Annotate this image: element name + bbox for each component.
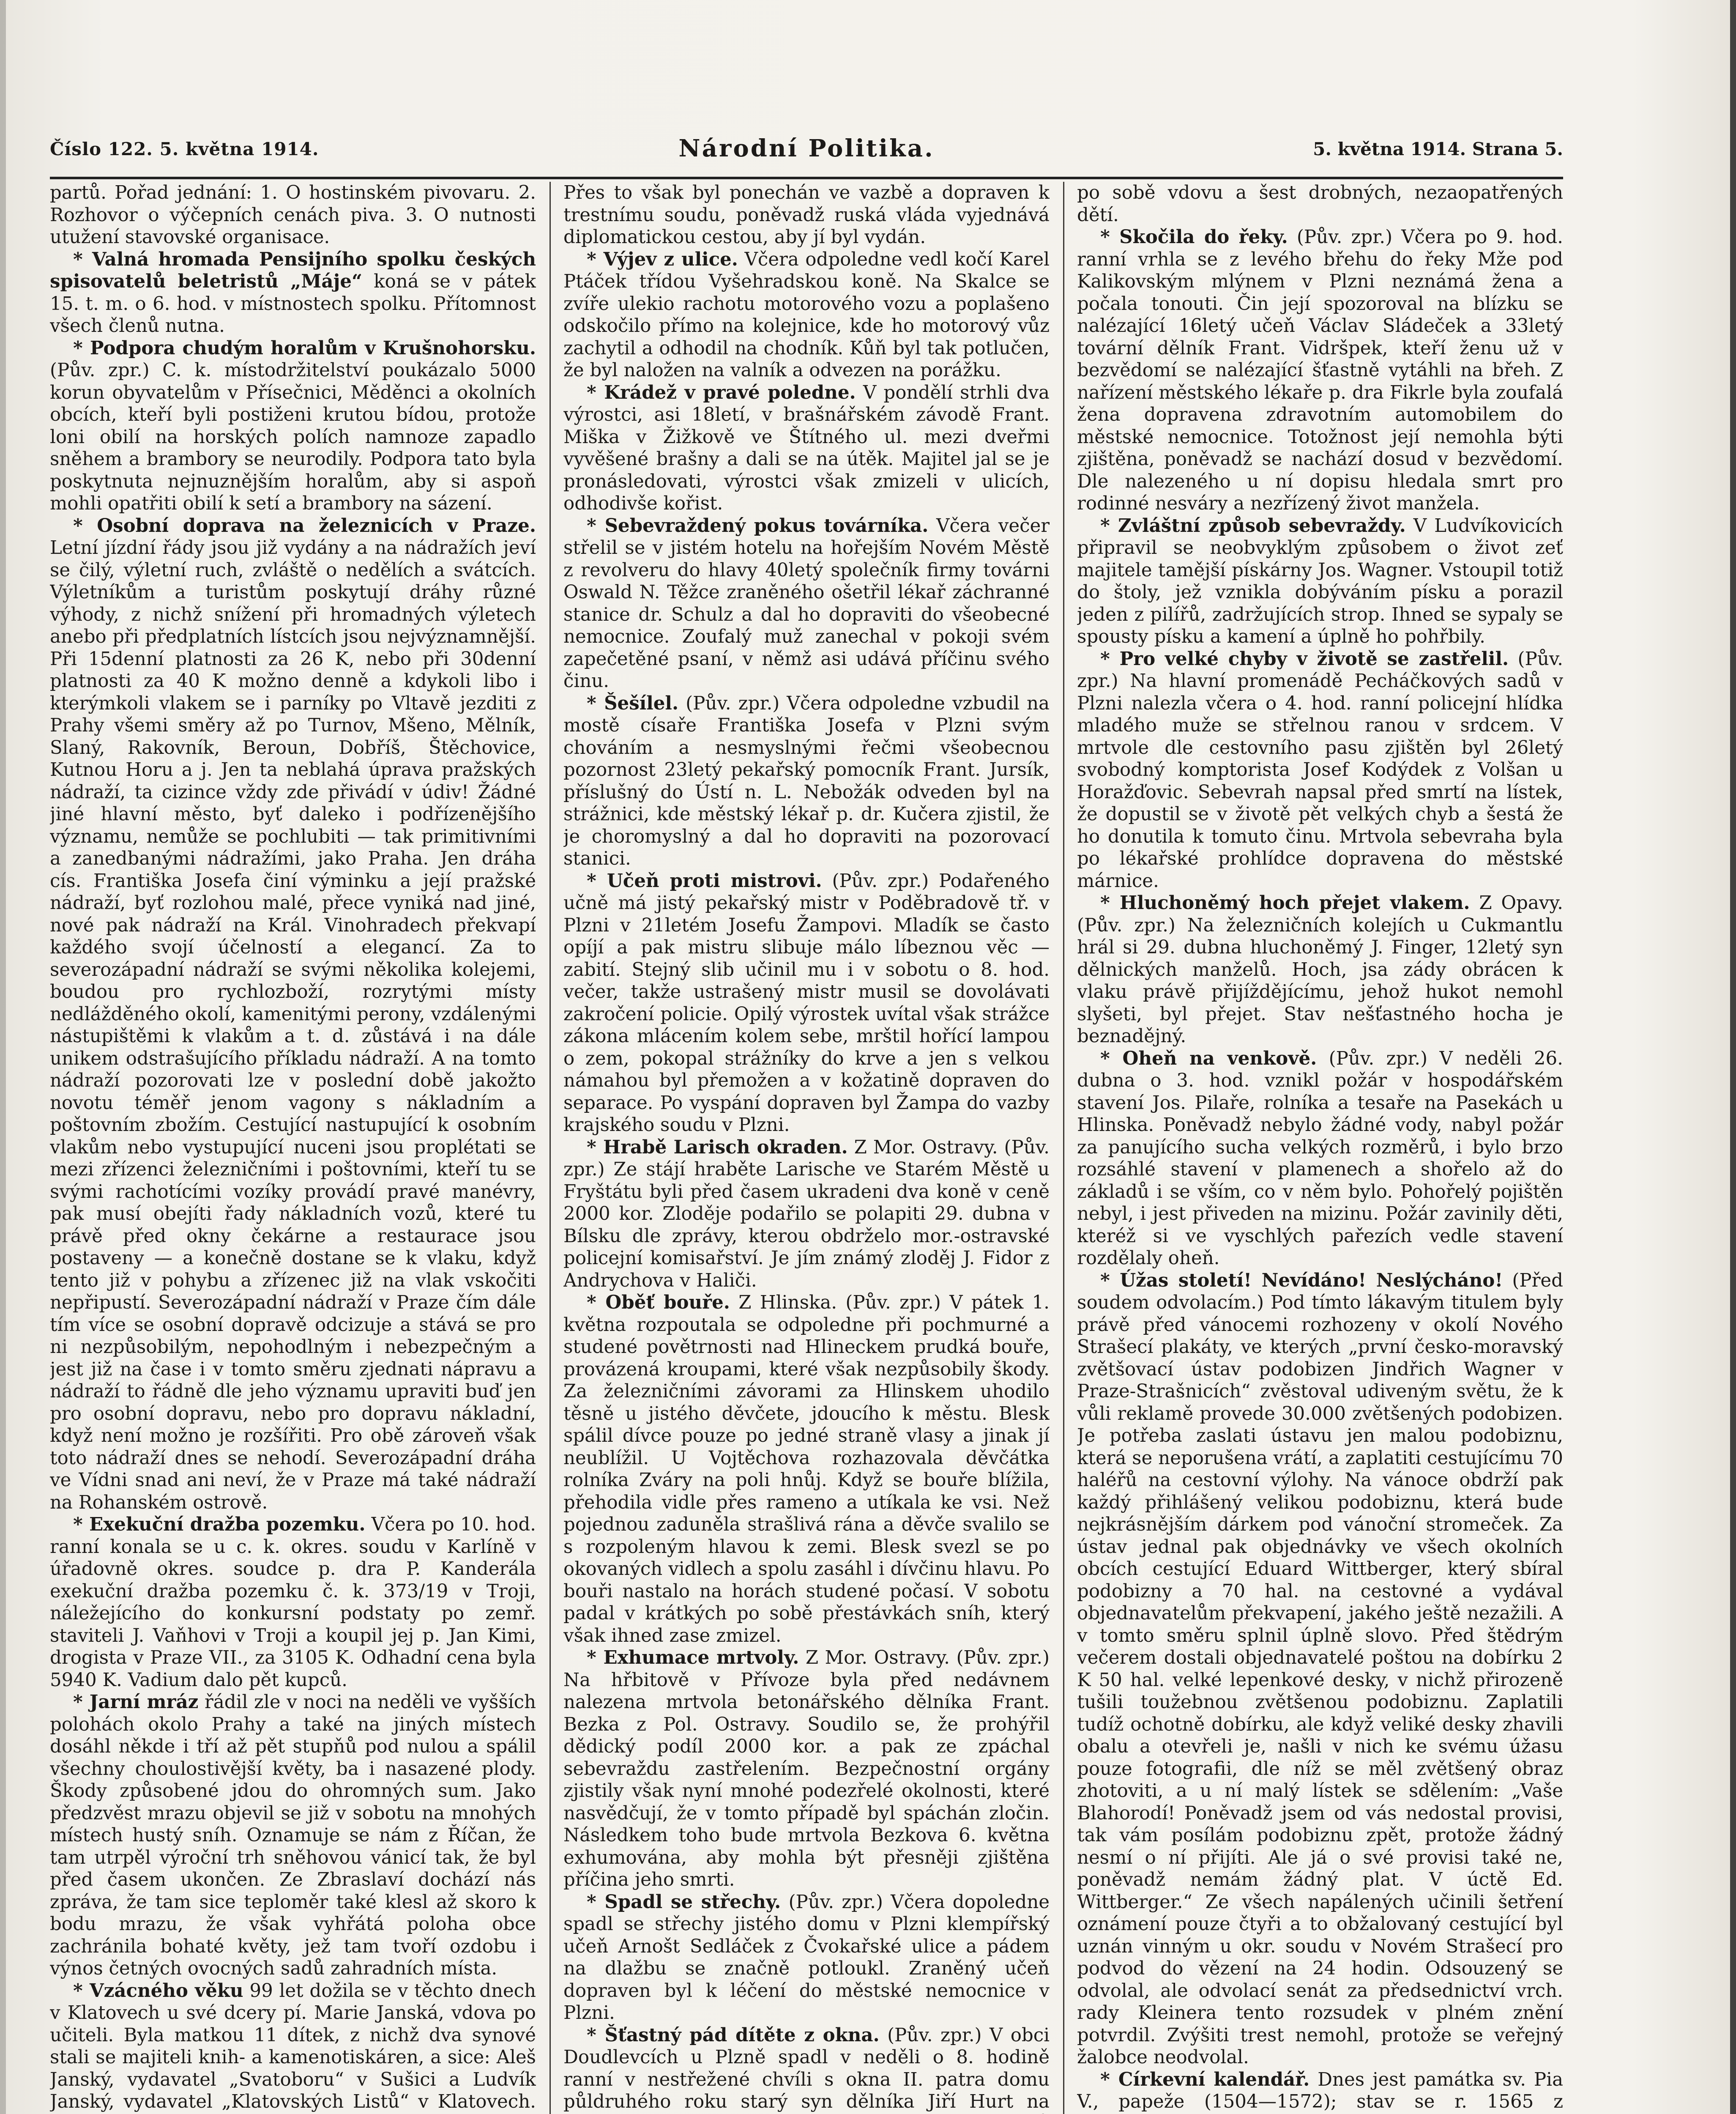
news-item [50,249,536,337]
news-item-text: (Pův. zpr.) V obci Doudlevcích u Plzně spadl v neděli o 8. hodině ranní v nestřežené chvíli s okna II. patra domu půldruhého roku starý syn dělníka Jiří Hurt na [563,2024,1050,2112]
news-item-text: řádil zle v noci na neděli ve vyšších polohách okolo Prahy a také na jiných místech dosáhl někde i tří až pět stupňů pod nulou a spálil všechny choulostivější květy, ba i nasazené plody. Škody způsobené jdou do ohromných sum. Jako předzvěst mrazu objevil se již v sobotu na mnohých místech hustý sníh. Oznamuje se nám z Říčan, že tam utrpěl výroční trh sněhovou vánicí tak, že byl před časem ukončen. Ze Zbraslaví dochází nás zpráva, že tam sice teploměr také klesl až skoro k bodu mrazu, že však vyhřátá poloha obce zachránila bohaté květy, jež tam tvoří ozdobu i výnos četných ovocných sadů zahradních místa. [50,1692,536,1979]
news-item [50,337,536,515]
news-item-text: V Ludvíkovicích připravil se neobvyklým způsobem o život zeť majitele tamější pískárny Jos. Wagner. Vstoupil totiž do štoly, jež vznikla dobýváním písku a porazil jeden z pilířů, zadržujících strop. Ihned se sypaly se spousty písku a kamení a úplně ho pohřbily. [1077,515,1563,647]
news-item-text: (Pův. zpr.) Včera odpoledne vzbudil na mostě císaře Františka Josefa v Plzni svým chováním a nesmyslnými řečmi všeobecnou pozornost 23letý pekařský pomocník Frant. Jursík, příslušný do Ústí n. L. Nebožák odveden byl na strážnici, kde městský lékař p. dr. Kučera zjistil, že je choromyslný a dal ho dopraviti na pozorovací stanici. [563,693,1050,869]
news-item [563,249,1050,382]
news-item-heading: * Oběť bouře. [587,1292,730,1313]
column-rule [1063,182,1064,2114]
news-item-heading: * Jarní mráz [73,1691,199,1713]
news-item [563,2024,1050,2114]
news-item-text: V pondělí strhli dva výrostci, asi 18letí, v brašnářském závodě Frant. Miška v Žižkově ve Štítného ul. mezi dveřmi vyvěšené brašny a dali se na útěk. Majitel jal se je pronásledovati, výrostci však zmizeli v ulicích, odhodivše kořist. [563,382,1050,514]
news-item-text: Letní jízdní řády jsou již vydány a na nádražích jeví se čilý, výletní ruch, zvláště o nedělích a svátcích. Výletníkům a turistům poskytují dráhy různé výhody, z nichž snížení při hromadných výletech anebo při předplatních lístcích jsou nejvýznamnější. Při 15denní platnosti za 26 K, nebo při 30denní platnosti za 40 K možno denně a kdykoli libo i kterýmkoli vlakem se i parníky po Vltavě jezditi z Prahy všemi směry až po Turnov, Mšeno, Mělník, Slaný, Rakovník, Beroun, Dobříš, Štěchovice, Kutnou Horu a j. Jen ta neblahá úprava pražských nádraží, ta cizince vždy zde přivádí v údiv! Žádné jiné hlavní město, byť daleko i podřízenějšího významu, nemůže se pochlubiti — tak primitivními a zanedbanými nádražími, jako Praha. Jen dráha cís. Františka Josefa činí výminku a její pražské nádraží, byť rozlohou malé, přece vyniká nad jiné, nové pak nádraží na Král. Vinohradech překvapí každého svojí účelností a elegancí. Za to severozápadní nádraží se svými několika kolejemi, boudou pro rychlozboží, rozrytými místy nedlážděného okolí, kamenitými perony, vzdálenými nástupištěmi k vlakům a t. d. zůstává i na dále unikem odstrašujícího příkladu nádraží. A na tomto nádraží pozorovati lze v poslední době jakožto novotu téměř jenom vagony s nákladním a poštovním zbožím. Cestující nastupující k osobním vlakům nebo vystupující nuceni jsou proplétati se mezi zřízenci železničními i poštovními, kteří tu se svými rachotícími vozíky provádí pravé manévry, pak musí obejíti řady nákladních vozů, které tu právě před okny čekárne a restaurace jsou postaveny — a konečně dostane se k vlaku, když tento již v pohybu a zřízenec již na vlak vskočiti nepřipustí. Severozápadní nádraží v Praze čím dále tím více se osobní dopravě odcizuje a stává se pro ni nezpůsobilým, nepohodlným i nebezpečným a jest již na čase i v tomto směru zjednati nápravu a nádraží to řádně dle jeho významu upraviti buď jen pro osobní dopravu, nebo pro dopravu nákladní, když není možno je rozšířiti. Pro obě zároveň však toto nádraží dnes se nehodí. Severozápadní dráha ve Vídni snad ani neví, že v Praze má také nádraží na Rohanském ostrově. [50,537,536,1513]
news-item-text: Z Opavy. (Pův. zpr.) Na železničních kolejích u Cukmantlu hrál si 29. dubna hluchoněmý J. Finger, 12letý syn dělnických manželů. Hoch, jsa zády obrácen k vlaku právě přijíždějícímu, jehož hukot nemohl slyšeti, byl přejet. Stav nešťastného hocha je beznadějný. [1077,893,1563,1047]
news-item-text: Dnes jest památka sv. Pia V., papeže (1504—1572); stav se r. 1565 z [1077,2069,1563,2112]
news-item [563,382,1050,515]
news-item-heading: * Pro velké chyby v životě se zastřelil. [1100,648,1509,670]
news-item [1077,515,1563,648]
news-item-heading: * Exekuční dražba pozemku. [73,1514,366,1535]
issue-number-date: Číslo 122. 5. května 1914. [50,139,319,159]
news-item-heading: * Podpora chudým horalům v Krušnohorsku. [73,337,536,359]
news-item [1077,892,1563,1048]
news-item [50,515,536,1514]
news-item [1077,1270,1563,2069]
news-item-text: koná se v pátek 15. t. m. o 6. hod. v místnostech spolku. Přítomnost všech členů nutna. [50,271,536,337]
news-item-heading: * Zvláštní způsob sebevraždy. [1100,515,1406,537]
news-item-heading: * Šťastný pád dítěte z okna. [587,2024,880,2046]
left-page-edge [0,0,6,2114]
column-rule [550,182,551,2114]
article-columns [50,182,1563,2114]
news-item [50,182,536,249]
page-date-number: 5. května 1914. Strana 5. [1313,139,1563,159]
news-item-heading: * Výjev z ulice. [587,248,738,270]
news-item [563,870,1050,1136]
news-item-text: (Pův. zpr.) Včera po 9. hod. ranní vrhla se z levého břehu do řeky Mže pod Kalikovským mlýnem v Plzni neznámá žena a počala tonouti. Čin její spozoroval na blízku se nalézající 16letý učeň Václav Sládeček a 33letý tovární dělník Frant. Vidršpek, kteří ženu už v bezvědomí se nalézající šťastně vytáhli na břeh. Z nařízení městského lékaře p. dra Fikrle byla zoufalá žena dopravena zdravotním automobilem do městské nemocnice. Totožnost její nemohla býti zjištěna, poněvadž se nachází dosud v bezvědomí. Dle nalezeného u ní dopisu hledala smrt pro rodinné nesváry a nezřízený život manžela. [1077,227,1563,514]
news-item-heading: * Skočila do řeky. [1100,226,1288,248]
page-header [50,134,1563,179]
news-item-text: Přes to však byl ponechán ve vazbě a dopraven k trestnímu soudu, poněvadž ruská vláda vyjednává diplomatickou cestou, aby jí byl vydán. [563,182,1050,248]
news-item [50,1980,536,2114]
news-item [563,1647,1050,1891]
news-item [563,182,1050,249]
right-page-edge [1730,0,1736,2114]
news-item-heading: * Šešílel. [587,692,679,714]
news-item-heading: * Exhumace mrtvoly. [587,1647,799,1668]
news-item-heading: * Úžas století! Nevídáno! Neslýcháno! [1100,1269,1503,1291]
news-item [563,693,1050,870]
news-item-text: (Před soudem odvolacím.) Pod tímto lákavým titulem byly právě před vánocemi rozhozeny v okolí Nového Strašecí plakáty, ve kterých „první česko-moravský zvětšovací ústav podobizen Jindřich Wagner v Praze-Strašnicích“ zvěstoval udiveným světu, že k vůli reklamě provede 30.000 zvětšených podobizen. Je potřeba zaslati ústavu jen malou podobiznu, která se neporušena vrátí, a zaplatiti cestujícímu 70 haléřů na cestovní výlohy. Na vánoce obdrží pak každý přihlášený velikou podobiznu, která bude nejkrásnějším dárkem pod vánoční stromeček. Za ústav jednal pak objednávky ve všech okolních obcích cestující Eduard Wittberger, který sbíral podobizny a 70 hal. na cestovné a vydával objednavatelům překvapení, jakého ještě nezažili. A v tomto směru splnil úplně slovo. Před štědrým večerem dostali objednavatelé poštou na dobírku 2 K 50 hal. velké lepenkové desky, v nichž přirozeně tušili toužebnou zvětšenou podobiznu. Zaplatili tudíž ochotně dobírku, ale když veliké desky zhavili obalu a otevřeli je, našli v nich ke svému úžasu pouze fotografii, dle níž se měl zvětšený obraz zhotoviti, a u ní malý lístek se sdělením: „Vaše Blahorodí! Poněvadž jsem od vás nedostal provisi, tak vám posílám podobiznu zpět, protože žádný nesmí o ní přijíti. Ale já o své provisi také ne, poněvadž nemám žádný plat. V úctě Ed. Wittberger.“ Ze všech napálených učinili šetření oznámení pouze čtyři a to obžalovaný cestující byl uznán vinným u okr. soudu v Novém Strašecí pro podvod do vězení na 24 hodin. Odsouzený se odvolal, ale odvolací senát za předsednictví vrch. rady Kleinera tento rozsudek v plném znění potvrdil. Zvýšiti trest nemohl, protože se veřejný žalobce neodvolal. [1077,1270,1563,2068]
news-item-heading: * Vzácného věku [73,1980,243,2002]
news-item-text: (Pův. zpr.) Podařeného učně má jistý pekařský mistr v Poděbradově tř. v Plzni v 21letém Josefu Žampovi. Mladík se často opíjí a pak mistru slibuje málo líbeznou věc — zabití. Stejný slib učinil mu i v sobotu o 8. hod. večer, takže ustrašený mistr musil se dovolávati zakročení policie. Opilý výrostek uvítal však strážce zákona mlácením kolem sebe, mrštil hořící lampou o zem, pokopal strážníky do krve a jen s velkou námahou byl přemožen a v kožatině dopraven do separace. Po vyspání dopraven byl Žampa do vazby krajského soudu v Plzni. [563,870,1050,1136]
news-item [563,1292,1050,1647]
news-item-text: po sobě vdovu a šest drobných, nezaopatřených dětí. [1077,182,1563,226]
news-item [563,1136,1050,1292]
news-item [1077,182,1563,226]
news-item-heading: * Sebevraždený pokus továrníka. [587,515,929,537]
news-item-heading: * Valná hromada Pensijního spolku českých spisovatelů beletristů „Máje“ [50,248,536,292]
news-item-heading: * Učeň proti mistrovi. [587,870,822,892]
news-item [50,1691,536,1980]
news-item-text: (Pův. zpr.) Na hlavní promenádě Pecháčkových sadů v Plzni nalezla včera o 4. hod. ranní policejní hlídka mladého muže se střelnou ranou v srdcem. V mrtvole dle cestovního pasu zjištěn byl 26letý svobodný komptorista Josef Kodýdek z Volšan u Horažďovic. Sebevrah napsal před smrtí na lístek, že dopustil se v životě pět velkých chyb a šestá že ho donutila k tomuto činu. Mrtvola sebevraha byla po lékařské prohlídce dopravena do městské márnice. [1077,648,1563,892]
news-item-text: (Pův. zpr.) V neděli 26. dubna o 3. hod. vznikl požár v hospodářském stavení Jos. Pilaře, rolníka a tesaře na Pasekách u Hlinska. Poněvadž nebylo žádné vody, nabyl požár za panujícího sucha velkých rozměrů, i bylo brzo rozsáhlé stavení v plamenech a shořelo až do základů i se vším, co v něm bylo. Pohořelý pojištěn nebyl, i jest přiveden na mizinu. Požár zavinily děti, kteréž si ve vyschlých pařezích vedle stavení rozdělaly oheň. [1077,1048,1563,1269]
news-item-text: partů. Pořad jednání: 1. O hostinském pivovaru. 2. Rozhovor o výčepních cenách piva. 3. O nutnosti utužení stavovské organisace. [50,182,536,248]
news-item-heading: * Osobní doprava na železnicích v Praze. [73,515,536,537]
news-item-text: Z Mor. Ostravy. (Pův. zpr.) Na hřbitově v Přívoze byla před nedávnem nalezena mrtvola betonářského dělníka Frant. Bezka z Pol. Ostravy. Soudilo se, že prohýřil dědický podíl 2000 kor. a pak ze zpáchal sebevraždu zastřelením. Bezpečnostní orgány zjistily však nyní mnohé podezřelé okolnosti, které nasvědčují, že v tomto případě byl spáchán zločin. Následkem toho bude mrtvola Bezkova 6. května exhumována, aby mohla být přesněji zjištěna příčina jeho smrti. [563,1647,1050,1890]
news-item-text: Včera odpoledne vedl kočí Karel Ptáček třídou Vyšehradskou koně. Na Skalce se zvíře ulekio rachotu motorového vozu a poplašeno odskočilo přímo na kolejnice, kde ho motorový vůz zachytil a odhodil na chodník. Kůň byl tak potlučen, že byl naložen na valník a odvezen na porážku. [563,249,1050,381]
news-item-text: (Pův. zpr.) Včera dopoledne spadl se střechy jistého domu v Plzni klempířský učeň Arnošt Sedláček z Čvokařské ulice a pádem na dlažbu se značně potloukl. Zraněný učeň dopraven byl k léčení do městské nemocnice v Plzni. [563,1891,1050,2024]
news-item-heading: * Hluchoněmý hoch přejet vlakem. [1100,892,1470,914]
news-item [563,515,1050,693]
news-item-heading: * Spadl se střechy. [587,1891,781,1913]
news-item [563,1891,1050,2024]
news-item [1077,648,1563,893]
news-item-heading: * Krádež v pravé poledne. [587,381,856,403]
news-item [1077,2069,1563,2114]
newspaper-title: Národní Politika. [678,134,935,162]
news-item [50,1514,536,1691]
news-item-text: Z Mor. Ostravy. (Pův. zpr.) Ze stájí hraběte Larische ve Starém Městě u Fryštátu byli před časem ukradeni dva koně v ceně 2000 kor. Zloděje podařilo se polapiti 29. dubna v Bílsku dle zprávy, kterou obdrželo mor.-ostravské policejní komisařství. Je jím známý zloděj J. Fidor z Andrychova v Haliči. [563,1136,1050,1291]
news-item-heading: * Hrabě Larisch okraden. [587,1136,848,1158]
news-item [1077,1048,1563,1270]
news-item [1077,226,1563,515]
column-2 [563,182,1050,2114]
news-item-heading: * Církevní kalendář. [1100,2068,1310,2090]
column-3 [1077,182,1563,2114]
news-item-text: 99 let dožila se v těchto dnech v Klatovech u své dcery pí. Marie Janská, vdova po učiteli. Byla matkou 11 dítek, z nichž dva synové stali se majiteli knih- a kamenotiskáren, a sice: Aleš Janský, vydavatel „Svatoboru“ v Sušici a Ludvík Janský, vydavatel „Klatovských Listů“ v Klatovech. [50,1980,536,2112]
news-item-text: Včera večer střelil se v jistém hotelu na hořejším Novém Městě z revolveru do hlavy 40letý společník firmy továrni Oswald N. Těžce zraněného ošetřil lékař záchranné stanice dr. Schulz a dal ho dopraviti do všeobecné nemocnice. Zoufalý muž zanechal v pokoji svém zapečetěné psaní, v němž asi udává příčinu svého činu. [563,515,1050,692]
news-item-text: (Pův. zpr.) C. k. místodržitelství poukázalo 5000 korun obyvatelům v Přísečnici, Měděnci a okolních obcích, kteří byli postiženi krutou bídou, protože loni obilí na horských polích namnoze zapadlo sněhem a brambory se neurodily. Podpora tato byla poskytnuta nejnuznějším horalům, aby si aspoň mohli opatřiti obilí k setí a brambory na sázení. [50,360,536,514]
news-item-heading: * Oheň na venkově. [1100,1047,1317,1069]
news-item-text: Včera po 10. hod. ranní konala se u c. k. okres. soudu v Karlíně v úřadovně okres. soudce p. dra P. Kanderála exekuční dražba pozemku č. k. 373/19 v Troji, náležejícího do konkursní podstaty po zemř. staviteli J. Vaňhovi v Troji a koupil jej p. Jan Kimi, drogista v Praze VII., za 3105 K. Odhadní cena byla 5940 K. Vadium dalo pět kupců. [50,1514,536,1691]
column-1 [50,182,536,2114]
news-item-text: Z Hlinska. (Pův. zpr.) V pátek 1. května rozpoutala se odpoledne při pochmurné a studené povětrnosti nad Hlineckem prudká bouře, provázená kroupami, které však nezpůsobily škody. Za železničními závorami za Hlinskem uhodilo těsně u jistého děvčete, jdoucího k městu. Blesk spálil dívce pouze po jedné straně vlasy a jinak jí neublížil. U Vojtěchova rozhazovala děvčátka rolníka Zváry na poli hnůj. Když se bouře blížila, přehodila vidle přes rameno a utíkala ke vsi. Než pojednou zaduněla strašlivá rána a děvče svalilo se s rozpoleným hlavou k zemi. Blesk svezl se po okovaných vidlech a spolu zasáhl i dívčinu hlavu. Po bouři nastalo na horách studené počasí. V sobotu padal v krátkých po sobě přestávkách sníh, který však ihned zase zmizel. [563,1292,1050,1646]
